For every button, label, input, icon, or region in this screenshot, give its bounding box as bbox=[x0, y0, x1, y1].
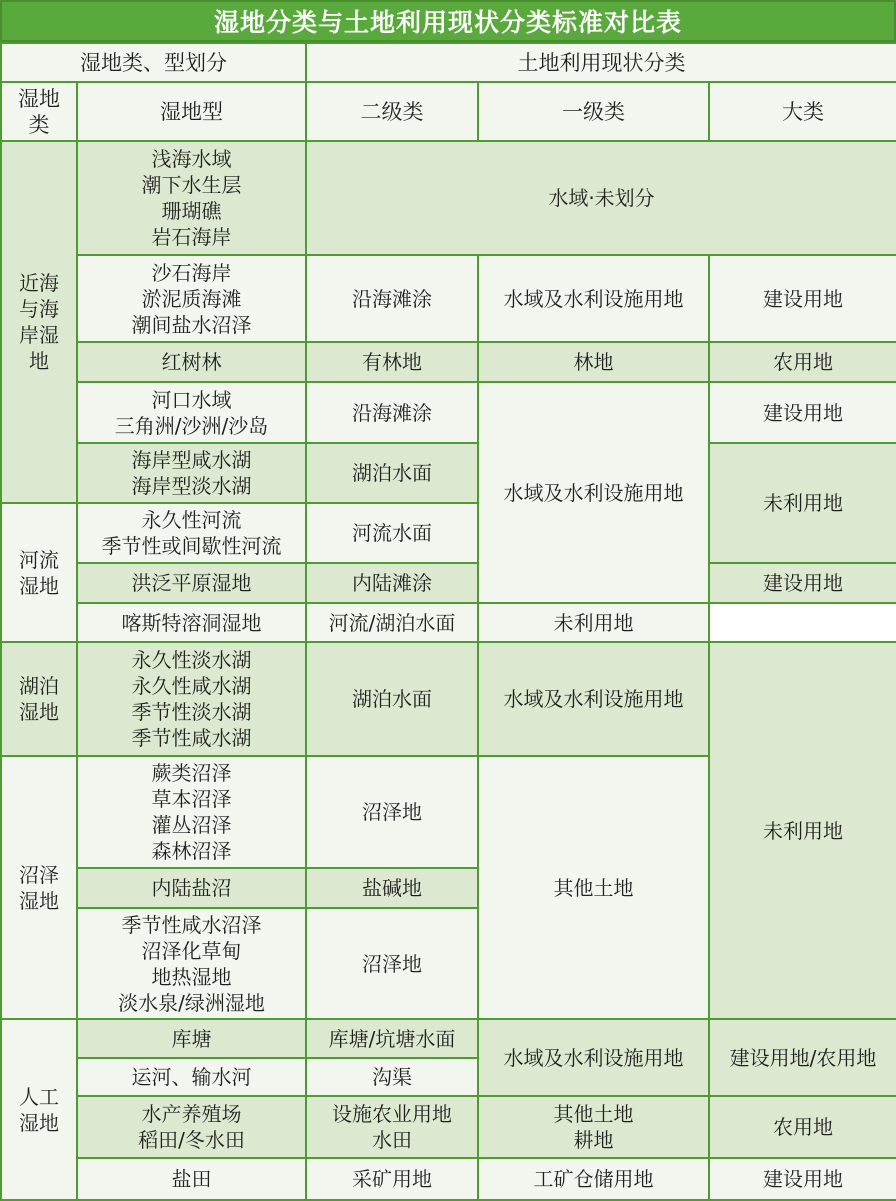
wetland-type: 季节性淡水湖 bbox=[131, 700, 252, 724]
class-line: 地 bbox=[29, 349, 49, 373]
table-row bbox=[1, 603, 896, 642]
wetland-type-cell bbox=[77, 255, 306, 342]
comparison-table bbox=[0, 42, 896, 1201]
land-use-undivided: 水域·未划分 bbox=[306, 141, 896, 255]
major-class-cell: 未利用地 bbox=[709, 642, 896, 1019]
class-line: 湿地 bbox=[19, 573, 59, 598]
second-level-cell: 湖泊水面 bbox=[306, 443, 478, 503]
wetland-type: 水产养殖场 bbox=[141, 1102, 242, 1126]
first-level-cell: 水域及水利设施用地 bbox=[478, 382, 709, 603]
wetland-type-cell bbox=[77, 503, 306, 563]
table-row bbox=[1, 1158, 896, 1200]
wetland-type-cell: 盐田 bbox=[77, 1158, 306, 1200]
second-level-cell: 内陆滩涂 bbox=[306, 563, 478, 603]
header-major-class: 大类 bbox=[709, 82, 896, 141]
wetland-type-cell: 红树林 bbox=[77, 342, 306, 382]
major-class-cell: 农用地 bbox=[709, 342, 896, 382]
class-line: 人工 bbox=[19, 1084, 59, 1109]
second-level-line: 水田 bbox=[372, 1128, 412, 1152]
class-line: 河流 bbox=[19, 547, 59, 572]
wetland-type-cell: 喀斯特溶洞湿地 bbox=[77, 603, 306, 642]
header-wetland-classification: 湿地类、型划分 bbox=[1, 43, 306, 82]
second-level-line: 设施农业用地 bbox=[332, 1102, 452, 1126]
wetland-type-cell bbox=[77, 443, 306, 503]
class-line: 湿地 bbox=[19, 888, 59, 913]
wetland-type: 淤泥质海滩 bbox=[141, 286, 242, 311]
class-line: 近海 bbox=[19, 271, 59, 295]
second-level-cell: 湖泊水面 bbox=[306, 642, 478, 756]
wetland-type-cell bbox=[77, 1096, 306, 1158]
wetland-class-coastal bbox=[1, 141, 77, 503]
first-level-cell: 水域及水利设施用地 bbox=[478, 255, 709, 342]
class-line: 与海 bbox=[19, 297, 59, 321]
wetland-type-cell bbox=[77, 642, 306, 756]
major-class-cell: 未利用地 bbox=[478, 603, 709, 642]
second-level-cell: 沼泽地 bbox=[306, 908, 478, 1019]
major-class-cell: 未利用地 bbox=[709, 443, 896, 563]
wetland-type-cell: 洪泛平原湿地 bbox=[77, 563, 306, 603]
table-row bbox=[1, 382, 896, 443]
wetland-type: 稻田/冬水田 bbox=[138, 1128, 245, 1152]
second-level-cell: 河流/湖泊水面 bbox=[306, 603, 478, 642]
wetland-type: 草本沼泽 bbox=[151, 787, 232, 811]
header-wetland-type: 湿地型 bbox=[77, 82, 306, 141]
second-level-cell: 采矿用地 bbox=[306, 1158, 478, 1200]
header-wetland-class bbox=[1, 82, 77, 141]
major-class-cell: 建设用地 bbox=[709, 563, 896, 603]
wetland-type: 珊瑚礁 bbox=[161, 199, 222, 223]
wetland-type-cell: 库塘 bbox=[77, 1019, 306, 1058]
header-wetland-class-line: 湿地 bbox=[18, 86, 60, 111]
second-level-cell: 有林地 bbox=[306, 342, 478, 382]
wetland-class-river bbox=[1, 503, 77, 642]
class-line: 湿地 bbox=[19, 700, 59, 724]
major-class-cell: 建设用地 bbox=[709, 255, 896, 342]
first-level-line: 其他土地 bbox=[553, 1102, 634, 1126]
second-level-cell bbox=[306, 1096, 478, 1158]
first-level-cell: 工矿仓储用地 bbox=[478, 1158, 709, 1200]
header-wetland-class-line: 类 bbox=[28, 112, 50, 137]
major-class-cell: 建设用地/农用地 bbox=[709, 1019, 896, 1096]
wetland-type-cell bbox=[77, 382, 306, 443]
wetland-class-lake bbox=[1, 642, 77, 756]
class-line: 湿地 bbox=[19, 1110, 59, 1135]
first-level-line: 耕地 bbox=[573, 1128, 614, 1152]
wetland-type: 季节性咸水湖 bbox=[131, 726, 252, 750]
header-second-level: 二级类 bbox=[306, 82, 478, 141]
wetland-type-cell bbox=[77, 141, 306, 255]
table-row bbox=[1, 1019, 896, 1058]
major-class-cell: 建设用地 bbox=[709, 1158, 896, 1200]
first-level-cell: 水域及水利设施用地 bbox=[478, 1019, 709, 1096]
wetland-type-cell bbox=[77, 756, 306, 868]
class-line: 岸湿 bbox=[19, 323, 59, 347]
table-row bbox=[1, 443, 896, 473]
wetland-type: 季节性或间歇性河流 bbox=[101, 534, 282, 558]
wetland-type: 岩石海岸 bbox=[151, 225, 232, 249]
wetland-type: 永久性咸水湖 bbox=[131, 674, 252, 698]
first-level-cell: 其他土地 bbox=[478, 756, 709, 1019]
wetland-type: 地热湿地 bbox=[151, 964, 232, 989]
wetland-type: 永久性淡水湖 bbox=[131, 648, 252, 672]
first-level-cell: 林地 bbox=[478, 342, 709, 382]
first-level-cell: 水域及水利设施用地 bbox=[478, 642, 709, 756]
wetland-type: 海岸型咸水湖 bbox=[131, 448, 252, 472]
wetland-type: 灌丛沼泽 bbox=[151, 813, 232, 837]
second-level-cell: 沿海滩涂 bbox=[306, 382, 478, 443]
wetland-type: 浅海水域 bbox=[151, 147, 232, 171]
wetland-type: 永久性河流 bbox=[141, 508, 242, 532]
wetland-type: 季节性咸水沼泽 bbox=[121, 912, 262, 937]
wetland-type-cell: 内陆盐沼 bbox=[77, 868, 306, 908]
first-level-cell bbox=[478, 1096, 709, 1158]
wetland-type: 沙石海岸 bbox=[151, 260, 232, 285]
second-level-cell: 河流水面 bbox=[306, 503, 478, 563]
class-line: 沼泽 bbox=[19, 862, 59, 887]
major-class-cell: 建设用地 bbox=[709, 382, 896, 443]
wetland-type: 森林沼泽 bbox=[151, 839, 232, 863]
wetland-type: 淡水泉/绿洲湿地 bbox=[118, 990, 265, 1015]
wetland-type: 潮下水生层 bbox=[141, 173, 242, 197]
wetland-type: 潮间盐水沼泽 bbox=[131, 312, 252, 337]
second-level-cell: 沿海滩涂 bbox=[306, 255, 478, 342]
wetland-class-artificial bbox=[1, 1019, 77, 1200]
major-class-cell: 农用地 bbox=[709, 1096, 896, 1158]
table-row bbox=[1, 1096, 896, 1158]
wetland-type: 沼泽化草甸 bbox=[141, 938, 242, 963]
header-row-2 bbox=[1, 82, 896, 141]
header-land-use-classification: 土地利用现状分类 bbox=[306, 43, 896, 82]
wetland-type: 三角洲/沙洲/沙岛 bbox=[114, 413, 269, 438]
wetland-type: 河口水域 bbox=[151, 387, 232, 412]
wetland-type: 海岸型淡水湖 bbox=[131, 474, 252, 498]
wetland-type-cell: 运河、输水河 bbox=[77, 1058, 306, 1096]
second-level-cell: 库塘/坑塘水面 bbox=[306, 1019, 478, 1058]
second-level-cell: 沟渠 bbox=[306, 1058, 478, 1096]
header-first-level: 一级类 bbox=[478, 82, 709, 141]
table-row bbox=[1, 642, 896, 756]
table-row bbox=[1, 255, 896, 342]
table-row bbox=[1, 141, 896, 255]
wetland-class-marsh bbox=[1, 756, 77, 1019]
second-level-cell: 盐碱地 bbox=[306, 868, 478, 908]
second-level-cell: 沼泽地 bbox=[306, 756, 478, 868]
table-row bbox=[1, 342, 896, 382]
table-row bbox=[1, 563, 896, 603]
table-title: 湿地分类与土地利用现状分类标准对比表 bbox=[0, 0, 896, 42]
wetland-type-cell bbox=[77, 908, 306, 1019]
header-row-1 bbox=[1, 43, 896, 82]
wetland-type: 蕨类沼泽 bbox=[151, 761, 232, 785]
class-line: 湖泊 bbox=[19, 674, 59, 698]
